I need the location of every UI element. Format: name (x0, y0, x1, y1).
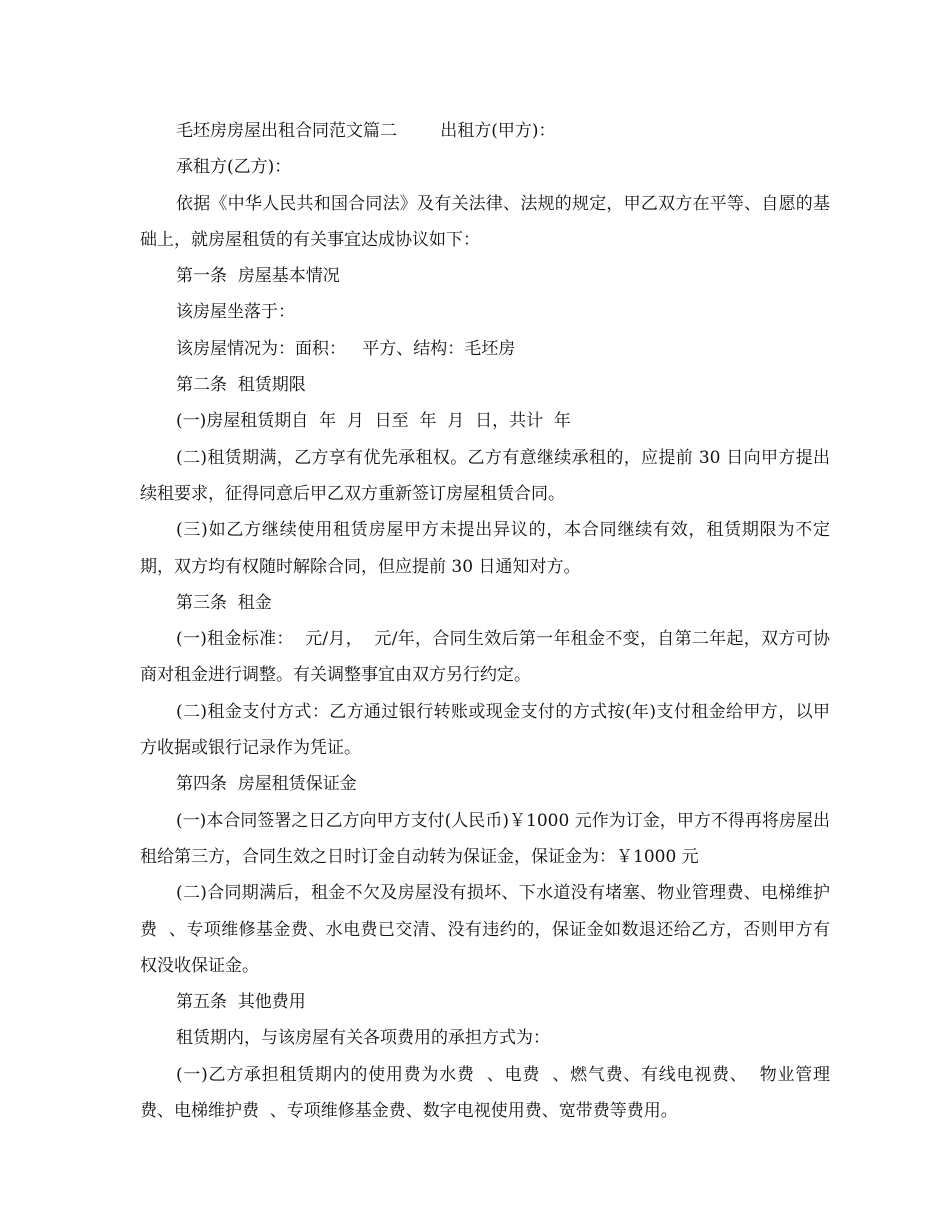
rent-clause-1: (一)租金标准： 元/月， 元/年，合同生效后第一年租金不变，自第二年起，双方可协商对租金进行调整。有关调整事宜由双方另行约定。 (140, 629, 830, 686)
lease-term-clause-2: (二)租赁期满，乙方享有优先承租权。乙方有意继续承租的，应提前 30 日向甲方提出续租要求，征得同意后甲乙双方重新签订房屋租赁合同。 (140, 447, 830, 504)
property-details-line: 该房屋情况为：面积： 平方、结构：毛坯房 (176, 338, 516, 359)
rent-clause-2: (二)租金支付方式：乙方通过银行转账或现金支付的方式按(年)支付租金给甲方，以甲方收据或银行记录作为凭证。 (140, 701, 830, 759)
lease-term-clause-1: (一)房屋租赁期自 年 月 日至 年 月 日，共计 年 (176, 411, 571, 432)
article-5-heading: 第五条 其他费用 (176, 992, 306, 1013)
property-location-line: 该房屋坐落于： (176, 302, 295, 323)
document-body (140, 113, 830, 1129)
title-line: 毛坯房房屋出租合同范文篇二 出租方(甲方)： (176, 121, 556, 141)
other-fees-clause-1: (一)乙方承担租赁期内的使用费为水费 、电费 、燃气费、有线电视费、 物业管理费、电梯维护费 、专项维修基金费、数字电视使用费、宽带费等费用。 (140, 1064, 830, 1122)
other-fees-intro: 租赁期内，与该房屋有关各项费用的承担方式为： (176, 1028, 550, 1049)
article-1-heading: 第一条 房屋基本情况 (176, 266, 340, 287)
article-2-heading: 第二条 租赁期限 (176, 375, 306, 396)
preamble-paragraph: 依据《中华人民共和国合同法》及有关法律、法规的规定，甲乙双方在平等、自愿的基础上，就房屋租赁的有关事宜达成协议如下： (140, 193, 830, 250)
deposit-clause-2: (二)合同期满后，租金不欠及房屋没有损坏、下水道没有堵塞、物业管理费、电梯维护费 、专项维修基金费、水电费已交清、没有违约的，保证金如数退还给乙方，否则甲方有权没收保证金。 (140, 883, 830, 976)
deposit-clause-1: (一)本合同签署之日乙方向甲方支付(人民币)￥1000 元作为订金，甲方不得再将房屋出租给第三方，合同生效之日时订金自动转为保证金，保证金为：￥1000 元 (140, 810, 830, 867)
lessee-line: 承租方(乙方)： (176, 157, 292, 178)
article-3-heading: 第三条 租金 (176, 592, 272, 613)
article-4-heading: 第四条 房屋租赁保证金 (176, 774, 357, 795)
lease-term-clause-3: (三)如乙方继续使用租赁房屋甲方未提出异议的，本合同继续有效，租赁期限为不定期，双方均有权随时解除合同，但应提前 30 日通知对方。 (140, 520, 830, 577)
